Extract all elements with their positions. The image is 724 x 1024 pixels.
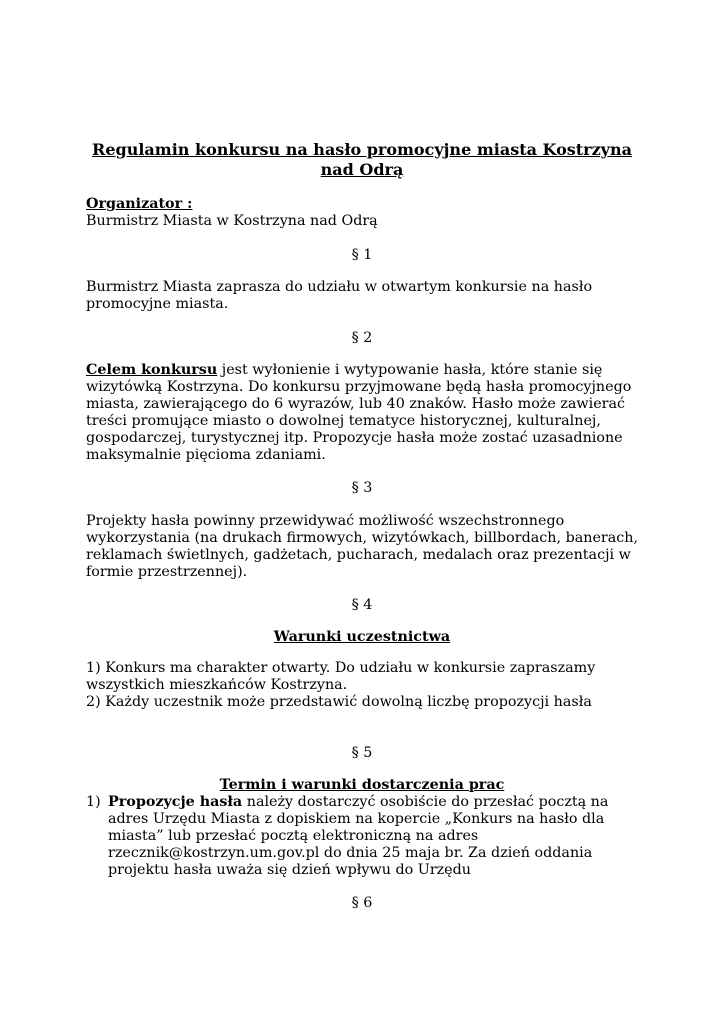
section-2-mark: § 2 bbox=[351, 330, 373, 346]
section-5-line: miasta” lub przesłać pocztą elektroniczną na adres bbox=[108, 828, 479, 844]
organizer-block bbox=[86, 196, 638, 230]
document-title bbox=[86, 140, 638, 180]
section-1-line: promocyjne miasta. bbox=[86, 296, 229, 312]
section-3-line: reklamach świetlnych, gadżetach, pucharach, medalach oraz prezentacji w bbox=[86, 547, 631, 563]
section-5-item-bold: Propozycje hasła bbox=[108, 794, 243, 810]
section-2-line: miasta, zawierającego do 6 wyrazów, lub 40 znaków. Hasło może zawierać bbox=[86, 396, 626, 412]
section-2-line: gospodarczej, turystycznej itp. Propozycje hasła może zostać uzasadnione bbox=[86, 430, 623, 446]
section-4-text bbox=[86, 660, 638, 711]
section-2-line: maksymalnie pięcioma zdaniami. bbox=[86, 447, 326, 463]
section-4-line: wszystkich mieszkańców Kostrzyna. bbox=[86, 677, 348, 693]
section-1-mark: § 1 bbox=[351, 247, 373, 263]
section-5-line: projektu hasła uważa się dzień wpływu do Urzędu bbox=[108, 862, 472, 878]
section-2-line: treści promujące miasto o dowolnej tematyce historycznej, kulturalnej, bbox=[86, 413, 601, 429]
section-1-line: Burmistrz Miasta zaprasza do udziału w otwartym konkursie na hasło bbox=[86, 279, 593, 295]
section-2-line: wizytówką Kostrzyna. Do konkursu przyjmowane będą hasła promocyjnego bbox=[86, 379, 632, 395]
section-3-line: Projekty hasła powinny przewidywać możliwość wszechstronnego bbox=[86, 513, 565, 529]
title-line-2: nad Odrą bbox=[320, 160, 404, 179]
section-2-line bbox=[86, 362, 638, 379]
section-3-text bbox=[86, 513, 638, 581]
section-3-line: formie przestrzennej). bbox=[86, 564, 248, 580]
organizer-label: Organizator : bbox=[86, 196, 193, 212]
section-5-line: rzecznik@kostrzyn.um.gov.pl do dnia 25 maja br. Za dzień oddania bbox=[108, 845, 593, 861]
section-5-item-text bbox=[108, 794, 608, 879]
section-5-line1-rest: należy dostarczyć osobiście do przesłać pocztą na bbox=[242, 794, 609, 810]
section-2-line1-rest: jest wyłonienie i wytypowanie hasła, które stanie się bbox=[217, 362, 603, 378]
section-4-mark: § 4 bbox=[351, 597, 373, 613]
section-5-line bbox=[108, 794, 608, 811]
section-6-mark: § 6 bbox=[351, 895, 373, 911]
section-1-text bbox=[86, 279, 638, 313]
section-2-text bbox=[86, 362, 638, 464]
section-5-mark: § 5 bbox=[351, 745, 373, 761]
title-line-1: Regulamin konkursu na hasło promocyjne miasta Kostrzyna bbox=[92, 140, 632, 159]
section-5-line: adres Urzędu Miasta z dopiskiem na kopercie „Konkurs na hasło dla bbox=[108, 811, 605, 827]
list-number: 1) bbox=[86, 794, 101, 810]
section-3-line: wykorzystania (na drukach firmowych, wizytówkach, billbordach, banerach, bbox=[86, 530, 639, 546]
section-2-lead: Celem konkursu bbox=[86, 362, 218, 378]
section-3-mark: § 3 bbox=[351, 480, 373, 496]
section-4-line: 2) Każdy uczestnik może przedstawić dowolną liczbę propozycji hasła bbox=[86, 694, 592, 710]
section-5-heading: Termin i warunki dostarczenia prac bbox=[219, 777, 505, 793]
section-4-heading: Warunki uczestnictwa bbox=[273, 629, 451, 645]
section-4-line: 1) Konkurs ma charakter otwarty. Do udziału w konkursie zapraszamy bbox=[86, 660, 596, 676]
organizer-value: Burmistrz Miasta w Kostrzyna nad Odrą bbox=[86, 213, 378, 229]
